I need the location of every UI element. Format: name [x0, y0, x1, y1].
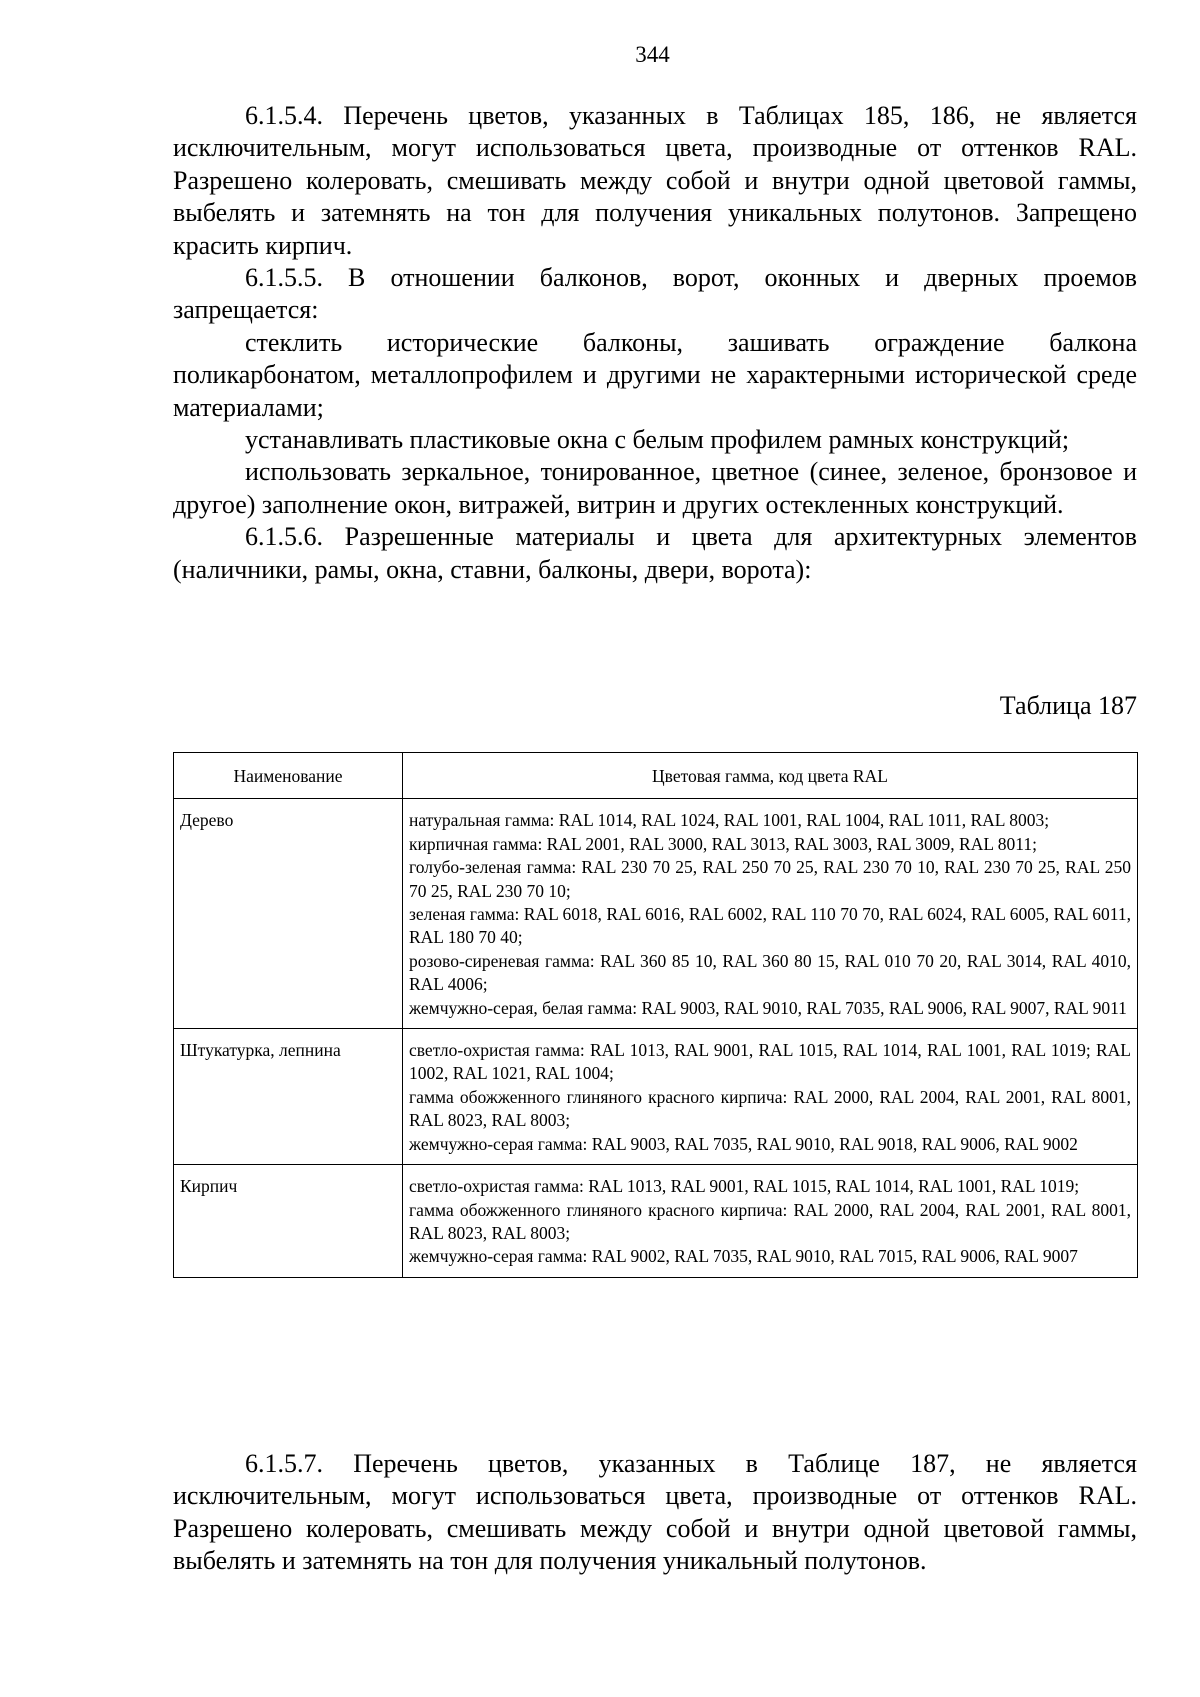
color-range-item: жемчужно-серая гамма: RAL 9003, RAL 7035, RAL 9010, RAL 9018, RAL 9006, RAL 9002	[409, 1133, 1078, 1154]
color-range-item: гамма обожженного глиняного красного кирпича: RAL 2000, RAL 2004, RAL 2001, RAL 8001, RAL 8023, RAL 8003;	[409, 1199, 1131, 1243]
paragraph-6-1-5-5: 6.1.5.5. В отношении балконов, ворот, оконных и дверных проемов запрещается:	[173, 263, 1137, 325]
color-range-item: натуральная гамма: RAL 1014, RAL 1024, RAL 1001, RAL 1004, RAL 1011, RAL 8003;	[409, 810, 1050, 831]
paragraph-6-1-5-4: 6.1.5.4. Перечень цветов, указанных в Таблицах 185, 186, не является исключительным, могут использоваться цвета, производные от оттенков RAL. Разрешено колеровать, смешивать между собой и внутри одной цветовой гаммы, выбелять и затемнять на тон для получения уникальных полутонов. Запрещено красить кирпич.	[173, 101, 1137, 260]
color-range-item: розово-сиреневая гамма: RAL 360 85 10, RAL 360 80 15, RAL 010 70 20, RAL 3014, RAL 4010, RAL 4006;	[409, 950, 1131, 995]
body-text-bottom	[173, 1448, 1137, 1578]
row-colors-wood	[403, 799, 1138, 1029]
table-row	[174, 799, 1138, 1029]
color-range-item: жемчужно-серая, белая гамма: RAL 9003, RAL 9010, RAL 7035, RAL 9006, RAL 9007, RAL 9011	[409, 997, 1127, 1018]
row-colors-plaster	[403, 1029, 1138, 1165]
page-number: 344	[635, 42, 670, 67]
color-range-item: кирпичная гамма: RAL 2001, RAL 3000, RAL 3013, RAL 3003, RAL 3009, RAL 8011;	[409, 833, 1038, 854]
column-header-name: Наименование	[174, 753, 403, 799]
body-text-top	[173, 100, 1137, 586]
table-row	[174, 1165, 1138, 1278]
color-range-item: светло-охристая гамма: RAL 1013, RAL 9001, RAL 1015, RAL 1014, RAL 1001, RAL 1019;	[409, 1176, 1080, 1197]
color-range-item: светло-охристая гамма: RAL 1013, RAL 9001, RAL 1015, RAL 1014, RAL 1001, RAL 1019; RAL 1002, RAL 1021, RAL 1004;	[409, 1040, 1131, 1084]
list-item-windows: устанавливать пластиковые окна с белым профилем рамных конструкций;	[245, 425, 1070, 455]
table-caption: Таблица 187	[999, 691, 1137, 720]
table-header-row	[174, 753, 1138, 799]
color-range-item: голубо-зеленая гамма: RAL 230 70 25, RAL 250 70 25, RAL 230 70 10, RAL 230 70 25, RAL 250 70 25, RAL 230 70 10;	[409, 857, 1131, 901]
color-range-item: зеленая гамма: RAL 6018, RAL 6016, RAL 6002, RAL 110 70 70, RAL 6024, RAL 6005, RAL 6011, RAL 180 70 40;	[409, 904, 1131, 948]
table-row	[174, 1029, 1138, 1165]
color-table	[173, 752, 1138, 1278]
column-header-colors: Цветовая гамма, код цвета RAL	[403, 753, 1138, 799]
list-item-balconies: стеклить исторические балконы, зашивать ограждение балкона поликарбонатом, металлопрофилем и другими не характерными исторической среде материалами;	[173, 327, 1137, 422]
color-range-item: гамма обожженного глиняного красного кирпича: RAL 2000, RAL 2004, RAL 2001, RAL 8001, RAL 8023, RAL 8003;	[409, 1086, 1131, 1131]
row-name-plaster: Штукатурка, лепнина	[174, 1029, 403, 1165]
paragraph-6-1-5-6: 6.1.5.6. Разрешенные материалы и цвета для архитектурных элементов (наличники, рамы, окна, ставни, балконы, двери, ворота):	[173, 522, 1137, 584]
row-colors-brick	[403, 1165, 1138, 1278]
paragraph-6-1-5-7: 6.1.5.7. Перечень цветов, указанных в Таблице 187, не является исключительным, могут использоваться цвета, производные от оттенков RAL. Разрешено колеровать, смешивать между собой и внутри одной цветовой гаммы, выбелять и затемнять на тон для получения уникальный полутонов.	[173, 1449, 1137, 1576]
color-range-item: жемчужно-серая гамма: RAL 9002, RAL 7035, RAL 9010, RAL 7015, RAL 9006, RAL 9007	[409, 1246, 1078, 1267]
row-name-wood: Дерево	[174, 799, 403, 1029]
row-name-brick: Кирпич	[174, 1165, 403, 1278]
list-item-glazing: использовать зеркальное, тонированное, цветное (синее, зеленое, бронзовое и другое) заполнение окон, витражей, витрин и других остекленных конструкций.	[173, 457, 1137, 519]
